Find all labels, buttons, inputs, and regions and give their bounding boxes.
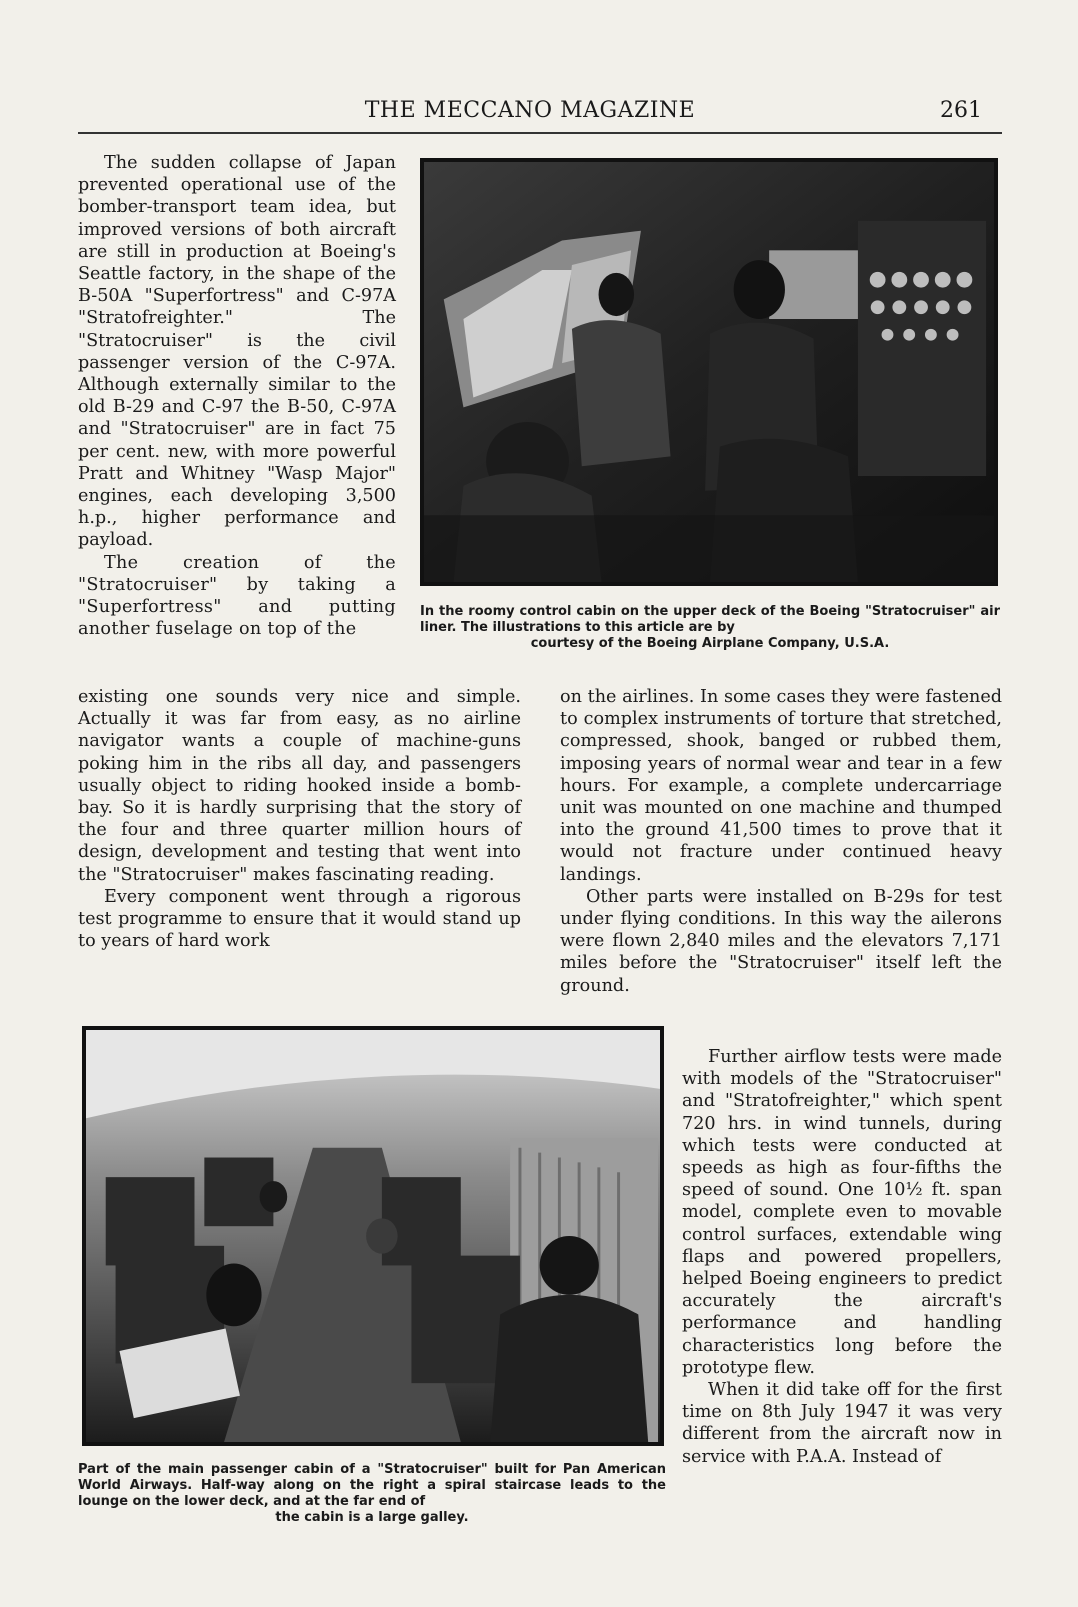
paragraph: existing one sounds very nice and simple. Actually it was far from easy, as no airline navigator wants a couple of machine-guns poking him in the ribs all day, and passengers usually object to riding hooked inside a bomb-bay. So it is hardly surprising that the story of the four and three quarter million hours of design, development and testing that went into the "Stratocruiser" makes fascinating reading. — [78, 687, 521, 885]
article-text-left-mid — [78, 686, 521, 952]
paragraph: on the airlines. In some cases they were fastened to complex instruments of torture that stretched, compressed, shook, banged or rubbed them, imposing years of normal wear and tear in a few hours. For example, a complete undercarriage unit was mounted on one machine and thumped into the ground 41,500 times to prove that it would not fracture under continued heavy landings. — [560, 687, 1002, 885]
page-number: 261 — [940, 98, 982, 123]
caption-text-last-line: courtesy of the Boeing Airplane Company, U.S.A. — [530, 636, 890, 651]
caption-passenger-cabin — [78, 1462, 666, 1526]
photo-passenger-cabin — [82, 1026, 664, 1446]
header-rule — [78, 132, 1002, 134]
article-text-right-bottom — [682, 1046, 1002, 1468]
paragraph: Further airflow tests were made with models of the "Stratocruiser" and "Stratofreighter," which spent 720 hrs. in wind tunnels, during which tests were conducted at speeds as high as four-fifths the speed of sound. One 10½ ft. span model, complete even to movable control surfaces, extendable wing flaps and powered propellers, helped Boeing engineers to predict accurately the aircraft's performance and handling characteristics long before the prototype flew. — [682, 1047, 1002, 1378]
paragraph: The creation of the "Stratocruiser" by taking a "Superfortress" and putting another fuselage on top of the — [78, 552, 396, 640]
article-text-right-mid — [560, 686, 1002, 997]
article-text-left-top — [78, 152, 396, 640]
paragraph: When it did take off for the first time on 8th July 1947 it was very different from the aircraft now in service with P.A.A. Instead of — [682, 1380, 1002, 1467]
caption-text-last-line: the cabin is a large galley. — [275, 1510, 469, 1525]
caption-control-cabin — [420, 604, 1000, 652]
photo-control-cabin — [420, 158, 998, 586]
paragraph: The sudden collapse of Japan prevented operational use of the bomber-transport team idea, but improved versions of both aircraft are still in production at Boeing's Seattle factory, in the shape of the B-50A "Superfortress" and C-97A "Stratofreighter." The "Stratocruiser" is the civil passenger version of the C-97A. Although externally similar to the old B-29 and C-97 the B-50, C-97A and "Stratocruiser" are in fact 75 per cent. new, with more powerful Pratt and Whitney "Wasp Major" engines, each developing 3,500 h.p., higher performance and payload. — [78, 153, 396, 551]
caption-text: Part of the main passenger cabin of a "Stratocruiser" built for Pan American World Airways. Half-way along on the right a spiral staircase leads to the lounge on the lower deck, and at the far end of — [78, 1462, 666, 1509]
page-header-title: THE MECCANO MAGAZINE — [364, 98, 696, 123]
paragraph: Other parts were installed on B-29s for test under flying conditions. In this way the ailerons were flown 2,840 miles and the elevators 7,171 miles before the "Stratocruiser" itself left the ground. — [560, 886, 1002, 996]
paragraph: Every component went through a rigorous test programme to ensure that it would stand up to years of hard work — [78, 886, 521, 952]
caption-text: In the roomy control cabin on the upper deck of the Boeing "Stratocruiser" air liner. The illustrations to this article are by — [420, 604, 1000, 635]
